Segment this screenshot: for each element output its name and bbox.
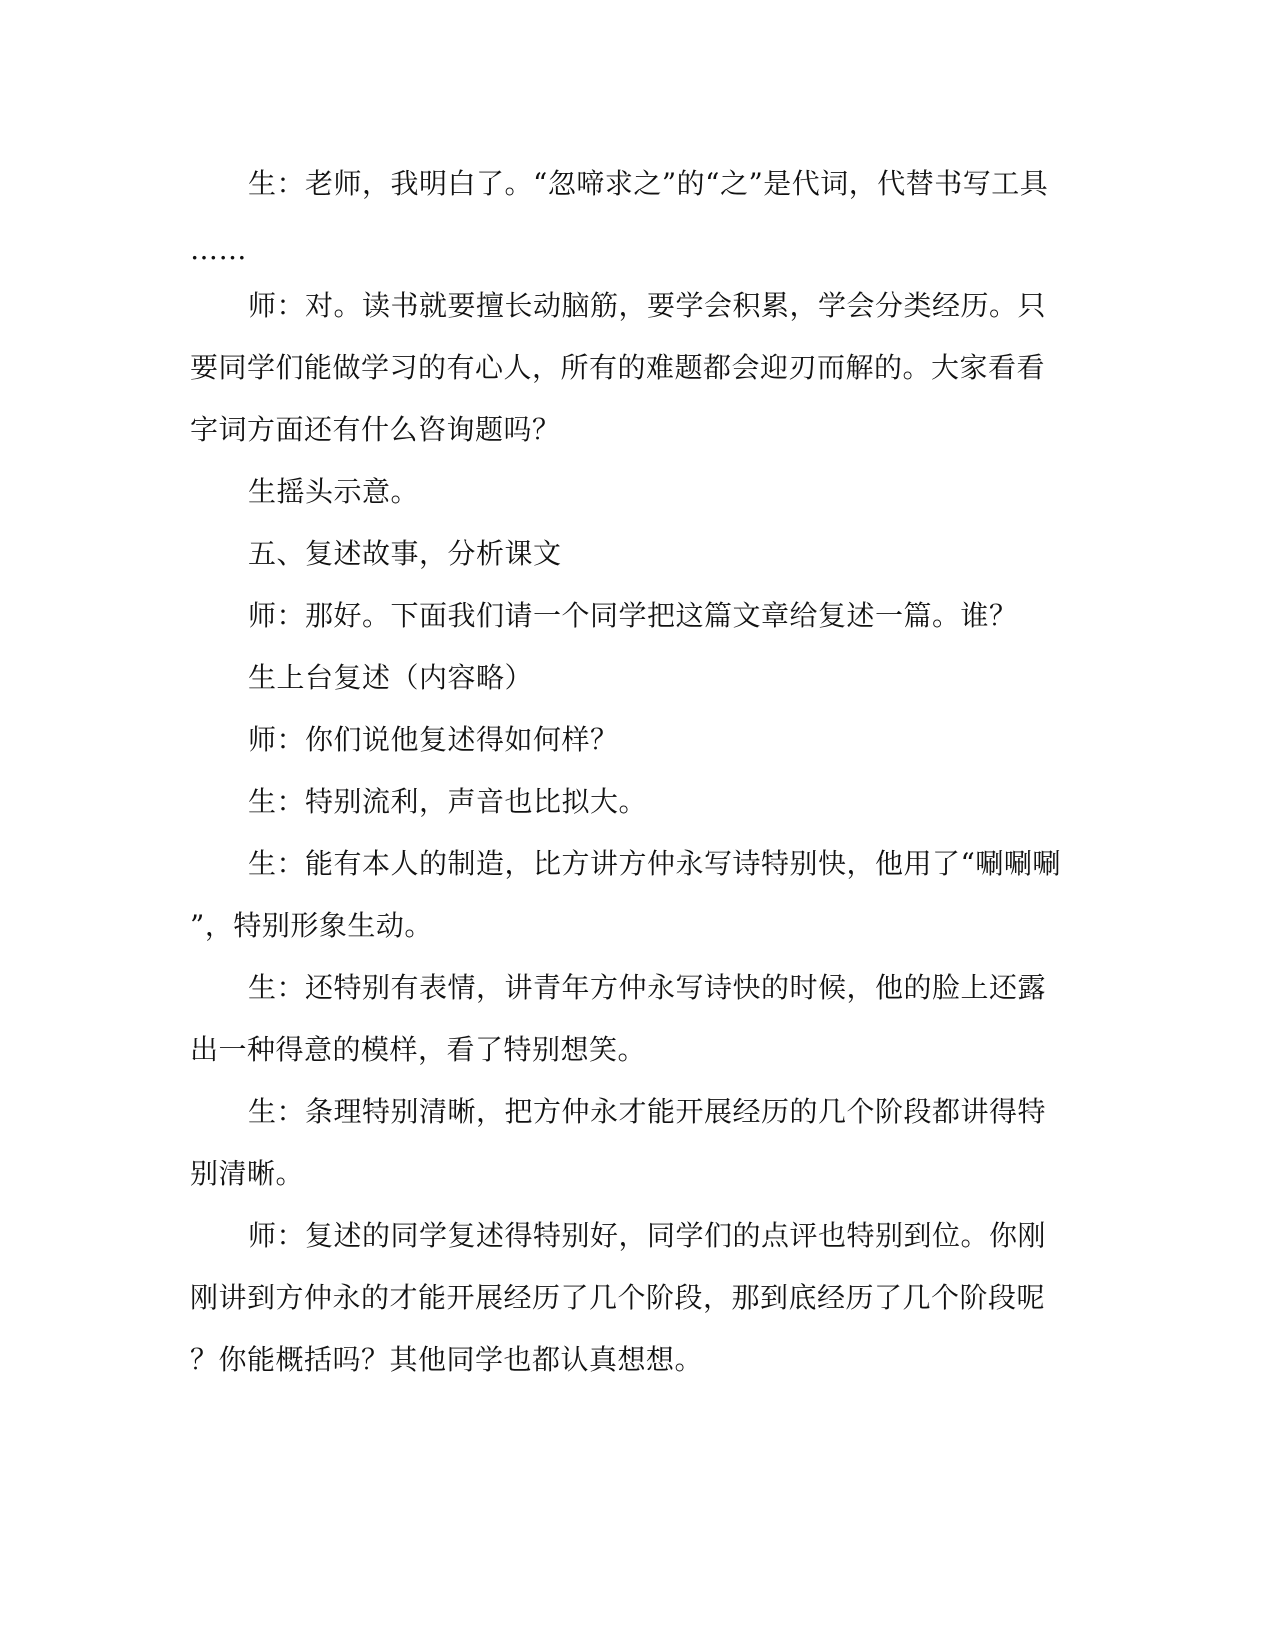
text-line: ”，特别形象生动。 <box>190 909 433 942</box>
text-line: 生：条理特别清晰，把方仲永才能开展经历的几个阶段都讲得特 <box>248 1095 1047 1128</box>
text-line: 师：对。读书就要擅长动脑筋，要学会积累，学会分类经历。只 <box>248 289 1047 322</box>
text-line: 要同学们能做学习的有心人，所有的难题都会迎刃而解的。大家看看 <box>190 351 1046 384</box>
text-line: 字词方面还有什么咨询题吗？ <box>190 413 561 446</box>
text-line: 生：老师，我明白了。“忽啼求之”的“之”是代词，代替书写工具 <box>248 167 1049 200</box>
text-line: 刚讲到方仲永的才能开展经历了几个阶段，那到底经历了几个阶段呢 <box>190 1281 1046 1314</box>
text-line: 生：能有本人的制造，比方讲方仲永写诗特别快，他用了“唰唰唰 <box>248 847 1061 880</box>
text-line: 师：你们说他复述得如何样？ <box>248 723 619 756</box>
text-line: 别清晰。 <box>190 1157 305 1190</box>
section-heading: 五、复述故事，分析课文 <box>248 537 562 570</box>
text-line: 生摇头示意。 <box>248 475 420 508</box>
text-line: 出一种得意的模样，看了特别想笑。 <box>190 1033 647 1066</box>
text-line: …… <box>190 233 247 266</box>
text-line: 师：复述的同学复述得特别好，同学们的点评也特别到位。你刚 <box>248 1219 1047 1252</box>
text-line: 生：还特别有表情，讲青年方仲永写诗快的时候，他的脸上还露 <box>248 971 1047 1004</box>
text-line: 生上台复述（内容略） <box>248 661 534 694</box>
text-line: ？你能概括吗？其他同学也都认真想想。 <box>190 1343 704 1376</box>
text-line: 生：特别流利，声音也比拟大。 <box>248 785 648 818</box>
text-line: 师：那好。下面我们请一个同学把这篇文章给复述一篇。谁？ <box>248 599 1018 632</box>
